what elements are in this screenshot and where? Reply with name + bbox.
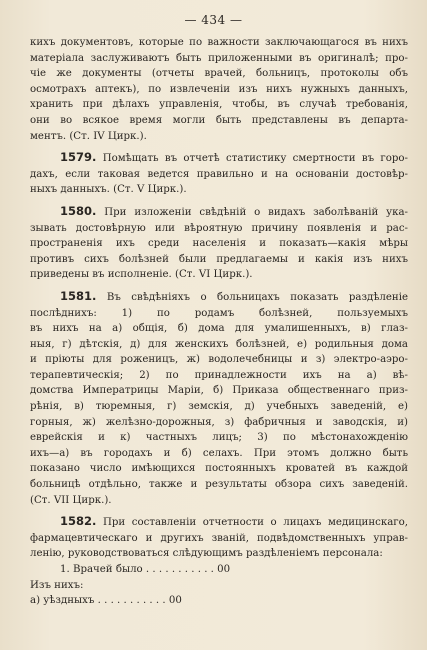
article-first-line <box>30 514 408 531</box>
article-1581 <box>30 289 408 508</box>
text-line: матеріала заслуживаютъ быть приложенными въ оригиналѣ; про- <box>30 52 408 64</box>
article-1582 <box>30 514 408 562</box>
text-line: ныя, г) дѣтскія, д) для женскихъ болѣзней, е) родильныя дома <box>30 338 408 350</box>
text-line: ныхъ данныхъ. (Ст. V Цирк.). <box>30 184 187 196</box>
article-1579 <box>30 150 408 198</box>
text-line: ихъ—а) въ городахъ и б) селахъ. При этомъ должно быть <box>30 447 408 459</box>
continuation-paragraph <box>30 35 408 144</box>
article-first-line <box>30 289 408 306</box>
text-line: осмотрахъ аптекъ), по извлеченіи изъ нихъ нужныхъ данныхъ, <box>30 83 408 95</box>
text-line: зывать достовѣрную или вѣроятную причину появленія и рас- <box>30 222 408 234</box>
text-line: и пріюты для роженицъ, ж) водолечебницы и з) электро-аэро- <box>30 354 408 366</box>
text-line: (Ст. VII Цирк.). <box>30 494 112 506</box>
article-first-line <box>30 150 408 167</box>
text-line: ментъ. (Ст. IV Цирк.). <box>30 130 147 142</box>
text-line: въ нихъ на а) общія, б) дома для умалишенныхъ, в) глаз- <box>30 323 408 335</box>
article-first-text: Помѣщать въ отчетѣ статистику смертности въ горо- <box>96 153 408 165</box>
personnel-list <box>30 562 408 609</box>
article-number: 1581. <box>60 288 97 303</box>
text-line: ленію, руководствоваться слѣдующимъ раздѣленіемъ персонала: <box>30 548 383 560</box>
text-line: горныя, ж) желѣзно-дорожныя, з) фабричныя и заводскія, и) <box>30 416 408 428</box>
text-line: дахъ, если таковая ведется правильно и на основаніи достовѣр- <box>30 168 408 180</box>
article-first-text: При составленіи отчетности о лицахъ медицинскаго, <box>96 517 408 529</box>
text-line: кихъ документовъ, которые по важности заключающагося въ нихъ <box>30 37 408 48</box>
body-text <box>30 35 408 609</box>
text-line: послѣднихъ: 1) по родамъ болѣзней, пользуемыхъ <box>30 307 408 319</box>
list-item-doctors: 1. Врачей было . . . . . . . . . . . 00 <box>60 564 231 575</box>
page-number: — 434 — <box>184 13 243 27</box>
article-number: 1580. <box>60 203 97 218</box>
text-line: фармацевтическаго и другихъ званій, подвѣдомственныхъ управ- <box>30 532 408 544</box>
article-first-line <box>30 204 408 221</box>
text-line: чіе же документы (отчеты врачей, больницъ, протоколы объ <box>30 68 408 80</box>
article-1580 <box>30 204 408 283</box>
list-heading: Изъ нихъ: <box>30 579 84 591</box>
article-number: 1582. <box>60 514 97 529</box>
article-number: 1579. <box>60 150 97 165</box>
text-line: они во всякое время могли быть представлены въ департа- <box>30 114 408 126</box>
text-line: пространенія ихъ среди населенія и показать—какія мѣры <box>30 238 408 250</box>
text-line: показано число имѣющихся постоянныхъ кроватей въ каждой <box>30 463 408 475</box>
text-line: терапевтическія; 2) по принадлежности ихъ на а) вѣ- <box>30 369 408 381</box>
text-line: еврейскія и к) частныхъ лицъ; 3) по мѣстонахожденію <box>30 432 408 444</box>
text-line: хранить при дѣлахъ управленія, чтобы, въ случаѣ требованія, <box>30 99 408 111</box>
text-line: домства Императрицы Маріи, б) Приказа общественнаго приз- <box>30 385 408 397</box>
article-first-text: При изложеніи свѣдѣній о видахъ заболѣваній ука- <box>96 206 408 218</box>
article-first-text: Въ свѣдѣніяхъ о больницахъ показать раздѣленіе <box>96 291 408 303</box>
text-line: приведены въ исполненіе. (Ст. VI Цирк.). <box>30 269 253 281</box>
text-line: больницѣ отдѣльно, также и результаты обзора сихъ заведеній. <box>30 479 408 491</box>
text-line: противъ сихъ болѣзней были предлагаемы и какія изъ нихъ <box>30 253 408 265</box>
text-line: рѣнія, в) тюремныя, г) земскія, д) учебныхъ заведеній, е) <box>30 401 408 413</box>
list-item-district: а) уѣздныхъ . . . . . . . . . . . 00 <box>30 595 182 607</box>
